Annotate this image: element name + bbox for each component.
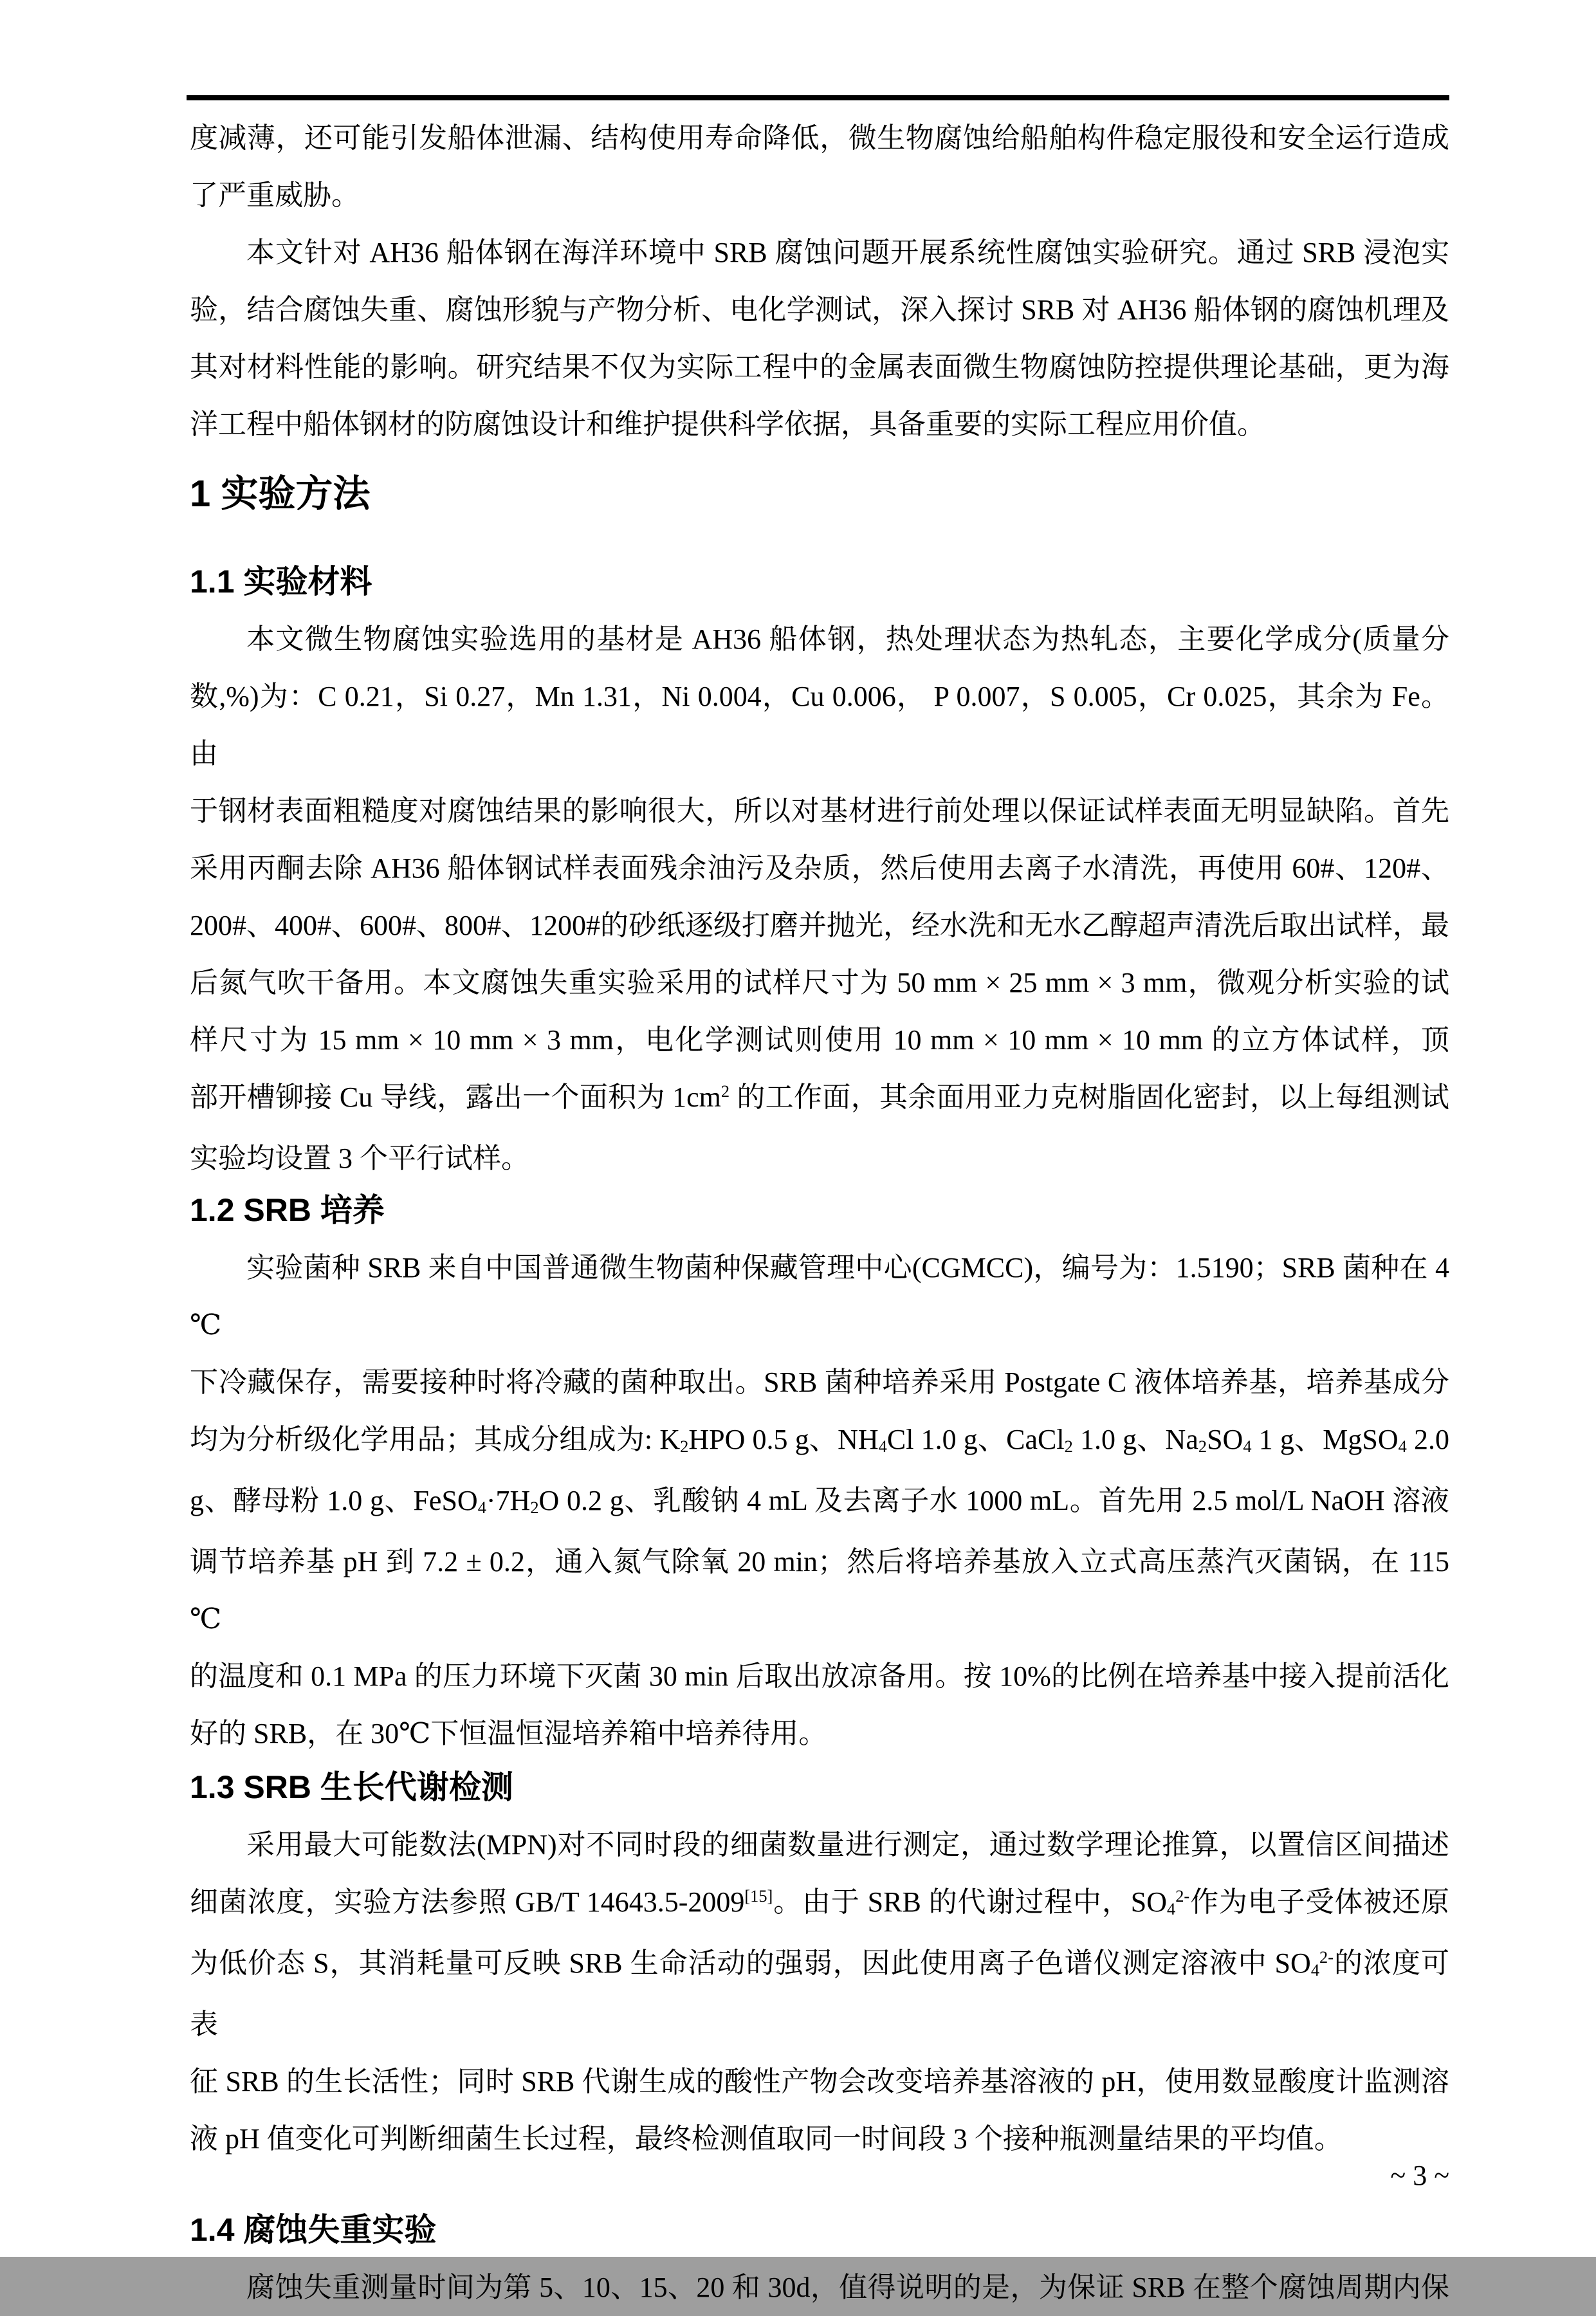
text-line: 部开槽铆接 Cu 导线，露出一个面积为 $1cm^2$ 的工作面，其余面用亚力克树脂固化密封，以上每组测试 bbox=[190, 1081, 1450, 1113]
text-line: 均为分析级化学用品；其成分组成为: $K_2HPO$ 0.5 g、$NH_4Cl$ 1.0 g、CaCl$_2$ 1.0 g、$Na_2SO_4$ 1 g、MgSO$_4$ 2.0 bbox=[190, 1424, 1450, 1457]
text-line: 腐蚀失重测量时间为第 5、10、15、20 和 30d，值得说明的是，为保证 SRB 在整个腐蚀周期内保 bbox=[246, 2272, 1449, 2303]
text-line: 本文针对 AH36 船体钢在海洋环境中 SRB 腐蚀问题开展系统性腐蚀实验研究。通过 SRB 浸泡实 bbox=[246, 237, 1449, 268]
subsection-heading-srb-metabolism: 1.3 SRB 生长代谢检测 bbox=[190, 1769, 513, 1805]
text-line: 征 SRB 的生长活性；同时 SRB 代谢生成的酸性产物会改变培养基溶液的 pH，使用数显酸度计监测溶 bbox=[190, 2066, 1449, 2097]
para-weight-loss bbox=[190, 2259, 1449, 2316]
text-line: 样尺寸为 15 mm × 10 mm × 3 mm，电化学测试则使用 10 mm × 10 mm × 10 mm 的立方体试样，顶 bbox=[190, 1024, 1449, 1056]
para-materials bbox=[190, 611, 1449, 1187]
text-line: 于钢材表面粗糙度对腐蚀结果的影响很大，所以对基材进行前处理以保证试样表面无明显缺陷。首先 bbox=[190, 795, 1449, 827]
text-line: 实验菌种 SRB 来自中国普通微生物菌种保藏管理中心(CGMCC)，编号为：1.5190；SRB 菌种在 4 ℃ bbox=[190, 1252, 1449, 1341]
text-line: 下冷藏保存，需要接种时将冷藏的菌种取出。SRB 菌种培养采用 Postgate C 液体培养基，培养基成分 bbox=[190, 1366, 1449, 1398]
text-line: 采用最大可能数法(MPN)对不同时段的细菌数量进行测定，通过数学理论推算，以置信区间描述 bbox=[246, 1829, 1449, 1861]
text-line: g、酵母粉 1.0 g、$FeSO_4\cdot 7H_2O$ 0.2 g、乳酸钠 4 mL 及去离子水 1000 mL。首先用 2.5 mol/L NaOH 溶液 bbox=[190, 1485, 1450, 1518]
text-line: 实验均设置 3 个平行试样。 bbox=[190, 1143, 529, 1174]
text-line: 数,%)为：C 0.21，Si 0.27，Mn 1.31，Ni 0.004，Cu 0.006， P 0.007，S 0.005，Cr 0.025，其余为 Fe。由 bbox=[190, 681, 1449, 769]
text-line: 好的 SRB，在 30℃下恒温恒湿培养箱中培养待用。 bbox=[190, 1718, 827, 1749]
section-heading-methods: 1 实验方法 bbox=[190, 473, 371, 515]
page-number: ~ 3 ~ bbox=[1390, 2160, 1449, 2191]
text-line: 度减薄，还可能引发船体泄漏、结构使用寿命降低，微生物腐蚀给船舶构件稳定服役和安全运行造成 bbox=[190, 122, 1449, 154]
text-line: 验，结合腐蚀失重、腐蚀形貌与产物分析、电化学测试，深入探讨 SRB 对 AH36 船体钢的腐蚀机理及 bbox=[190, 294, 1449, 326]
text-line: 液 pH 值变化可判断细菌生长过程，最终检测值取同一时间段 3 个接种瓶测量结果的平均值。 bbox=[190, 2123, 1343, 2155]
page-body bbox=[190, 109, 1449, 2316]
header-rule bbox=[187, 95, 1449, 100]
text-line: 了严重威胁。 bbox=[190, 179, 360, 211]
para-continuation bbox=[190, 109, 1449, 224]
subsection-heading-weight-loss: 1.4 腐蚀失重实验 bbox=[190, 2212, 437, 2248]
para-srb-culture bbox=[190, 1239, 1449, 1762]
subsection-heading-materials: 1.1 实验材料 bbox=[190, 564, 372, 600]
text-line: 后氮气吹干备用。本文腐蚀失重实验采用的试样尺寸为 50 mm × 25 mm × 3 mm，微观分析实验的试 bbox=[190, 967, 1449, 998]
para-overview bbox=[190, 224, 1449, 453]
text-line: 为低价态 S，其消耗量可反映 SRB 生命活动的强弱，因此使用离子色谱仪测定溶液中 $SO_4^{2-}$的浓度可表 bbox=[190, 1947, 1449, 2040]
text-line: 洋工程中船体钢材的防腐蚀设计和维护提供科学依据，具备重要的实际工程应用价值。 bbox=[190, 409, 1265, 440]
text-line: 的温度和 0.1 MPa 的压力环境下灭菌 30 min 后取出放凉备用。按 10%的比例在培养基中接入提前活化 bbox=[190, 1660, 1449, 1692]
subsection-heading-srb-culture: 1.2 SRB 培养 bbox=[190, 1192, 385, 1228]
text-line: 200#、400#、600#、800#、1200#的砂纸逐级打磨并抛光，经水洗和无水乙醇超声清洗后取出试样，最 bbox=[190, 910, 1449, 941]
text-line: 调节培养基 pH 到 7.2 ± 0.2，通入氮气除氧 20 min；然后将培养基放入立式高压蒸汽灭菌锅，在 115 ℃ bbox=[190, 1546, 1449, 1635]
text-line: 其对材料性能的影响。研究结果不仅为实际工程中的金属表面微生物腐蚀防控提供理论基础，更为海 bbox=[190, 351, 1449, 383]
para-srb-metabolism bbox=[190, 1816, 1449, 2167]
text-line: 细菌浓度，实验方法参照 GB/T 14643.5-2009[15]。由于 SRB 的代谢过程中，$SO_4^{2-}$作为电子受体被还原 bbox=[190, 1886, 1450, 1919]
text-line: 采用丙酮去除 AH36 船体钢试样表面残余油污及杂质，然后使用去离子水清洗，再使用 60#、120#、 bbox=[190, 852, 1449, 884]
text-line: 本文微生物腐蚀实验选用的基材是 AH36 船体钢，热处理状态为热轧态，主要化学成分(质量分 bbox=[246, 623, 1449, 655]
